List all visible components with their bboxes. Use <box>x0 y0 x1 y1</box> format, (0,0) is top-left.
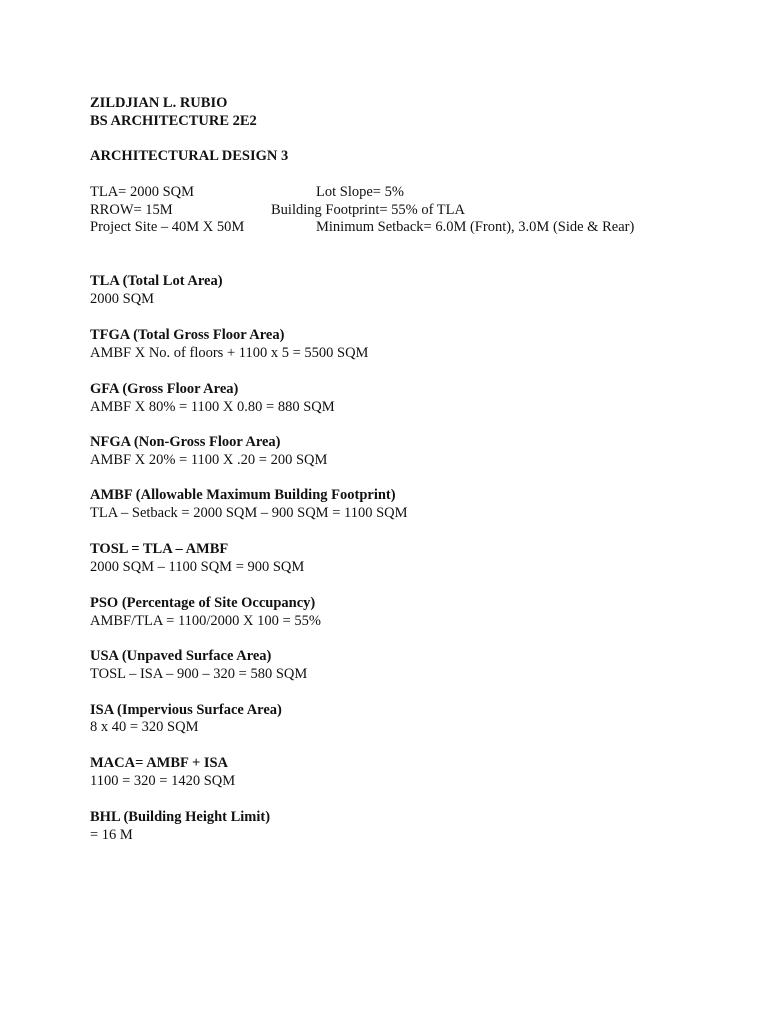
computation-heading: PSO (Percentage of Site Occupancy) <box>90 595 316 611</box>
computation-heading: TLA (Total Lot Area) <box>90 273 223 289</box>
computation-value: AMBF X 80% = 1100 X 0.80 = 880 SQM <box>90 399 335 415</box>
course-title: ARCHITECTURAL DESIGN 3 <box>90 148 289 164</box>
student-name: ZILDJIAN L. RUBIO <box>90 95 228 111</box>
computation-heading: GFA (Gross Floor Area) <box>90 381 239 397</box>
program-label: BS ARCHITECTURE 2E2 <box>90 113 257 129</box>
computation-value: 8 x 40 = 320 SQM <box>90 719 199 735</box>
computation-heading: NFGA (Non-Gross Floor Area) <box>90 434 281 450</box>
computation-value: 1100 = 320 = 1420 SQM <box>90 773 236 789</box>
computation-value: TLA – Setback = 2000 SQM – 900 SQM = 1100 SQM <box>90 505 408 521</box>
computation-heading: TOSL = TLA – AMBF <box>90 541 229 557</box>
computation-value: AMBF X 20% = 1100 X .20 = 200 SQM <box>90 452 328 468</box>
computation-heading: USA (Unpaved Surface Area) <box>90 648 272 664</box>
computation-value: 2000 SQM <box>90 291 155 307</box>
minimum-setback-info: Minimum Setback= 6.0M (Front), 3.0M (Side & Rear) <box>316 219 635 235</box>
computation-heading: BHL (Building Height Limit) <box>90 809 271 825</box>
lot-slope-info: Lot Slope= 5% <box>316 184 404 200</box>
computation-value: TOSL – ISA – 900 – 320 = 580 SQM <box>90 666 308 682</box>
computation-value: 2000 SQM – 1100 SQM = 900 SQM <box>90 559 305 575</box>
computation-heading: AMBF (Allowable Maximum Building Footprint) <box>90 487 396 503</box>
computation-heading: ISA (Impervious Surface Area) <box>90 702 282 718</box>
computation-heading: MACA= AMBF + ISA <box>90 755 229 771</box>
computation-value: AMBF X No. of floors + 1100 x 5 = 5500 SQM <box>90 345 369 361</box>
tla-info: TLA= 2000 SQM <box>90 184 195 200</box>
rrow-info: RROW= 15M <box>90 202 173 218</box>
computation-value: = 16 M <box>90 827 133 843</box>
computation-value: AMBF/TLA = 1100/2000 X 100 = 55% <box>90 613 321 629</box>
project-site-info: Project Site – 40M X 50M <box>90 219 245 235</box>
building-footprint-info: Building Footprint= 55% of TLA <box>271 202 465 218</box>
computation-heading: TFGA (Total Gross Floor Area) <box>90 327 285 343</box>
